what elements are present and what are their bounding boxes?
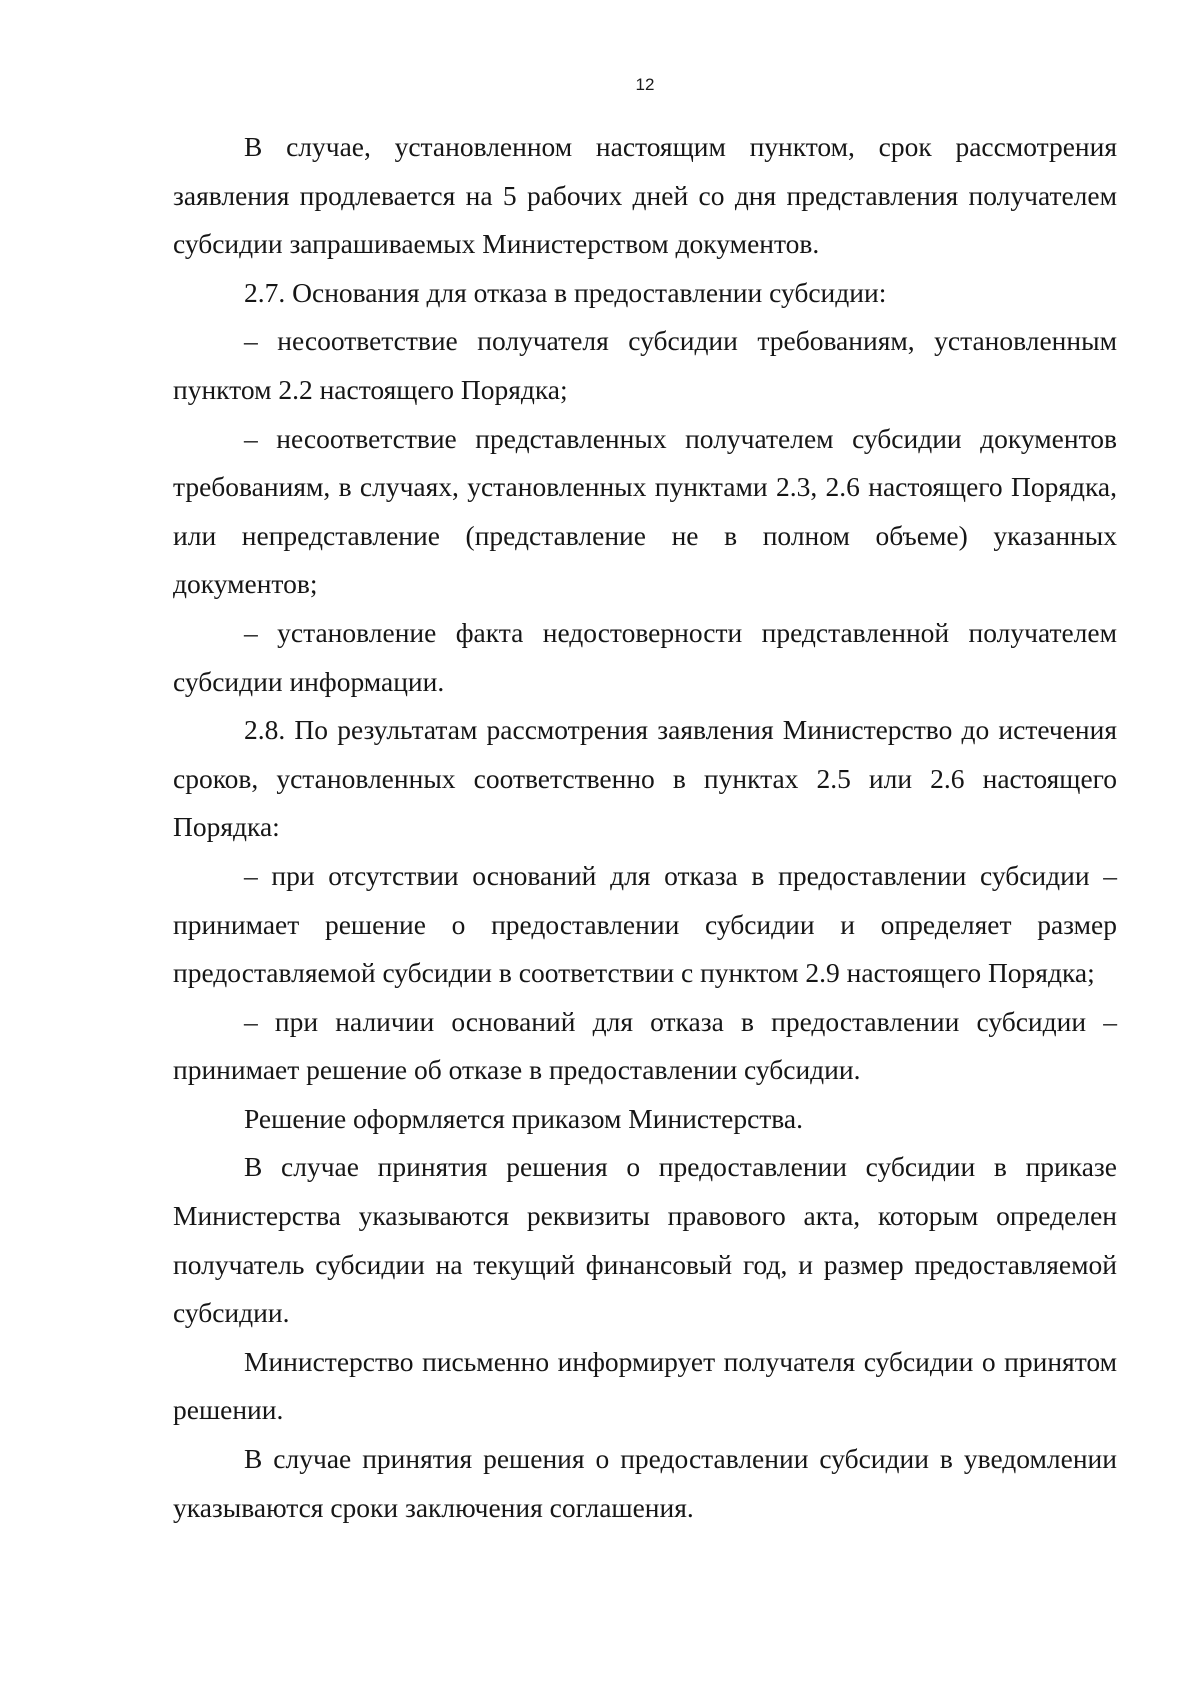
paragraph-decision-order: Решение оформляется приказом Министерства. xyxy=(244,1102,803,1134)
paragraph-written-notice: Министерство письменно информирует получателя субсидии о принятом решении. xyxy=(173,1345,1117,1426)
document-body xyxy=(173,123,1117,1532)
paragraph-agreement-terms: В случае принятия решения о предоставлении субсидии в уведомлении указываются сроки заключения соглашения. xyxy=(173,1443,1117,1523)
paragraph-review-extension: В случае, установленном настоящим пунктом, срок рассмотрения заявления продлевается на 5 рабочих дней со дня представления получателем субсидии запрашиваемых Министерством документов. xyxy=(173,131,1117,260)
page-number: 12 xyxy=(635,75,655,94)
list-item-refusal-documents: – несоответствие представленных получателем субсидии документов требованиям, в случаях, установленных пунктами 2.3, 2.6 настоящего Порядка, или непредставление (представление не в полном объеме) указанных документов; xyxy=(173,422,1117,600)
list-item-refusal-decision: – при наличии оснований для отказа в предоставлении субсидии – принимает решение об отказе в предоставлении субсидии. xyxy=(173,1005,1117,1086)
list-item-grant-decision: – при отсутствии оснований для отказа в предоставлении субсидии – принимает решение о предоставлении субсидии и определяет размер предоставляемой субсидии в соответствии с пунктом 2.9 настоящего Порядка; xyxy=(173,859,1117,989)
list-item-refusal-requirements: – несоответствие получателя субсидии требованиям, установленным пунктом 2.2 настоящего Порядка; xyxy=(173,325,1117,405)
paragraph-section-2-7-heading: 2.7. Основания для отказа в предоставлении субсидии: xyxy=(244,276,887,308)
paragraph-order-details: В случае принятия решения о предоставлении субсидии в приказе Министерства указываются реквизиты правового акта, которым определен получатель субсидии на текущий финансовый год, и размер предоставляемой субсидии. xyxy=(173,1151,1117,1329)
paragraph-section-2-8-heading: 2.8. По результатам рассмотрения заявления Министерство до истечения сроков, установленных соответственно в пунктах 2.5 или 2.6 настоящего Порядка: xyxy=(173,714,1117,843)
list-item-refusal-inaccurate-info: – установление факта недостоверности представленной получателем субсидии информации. xyxy=(173,616,1117,697)
